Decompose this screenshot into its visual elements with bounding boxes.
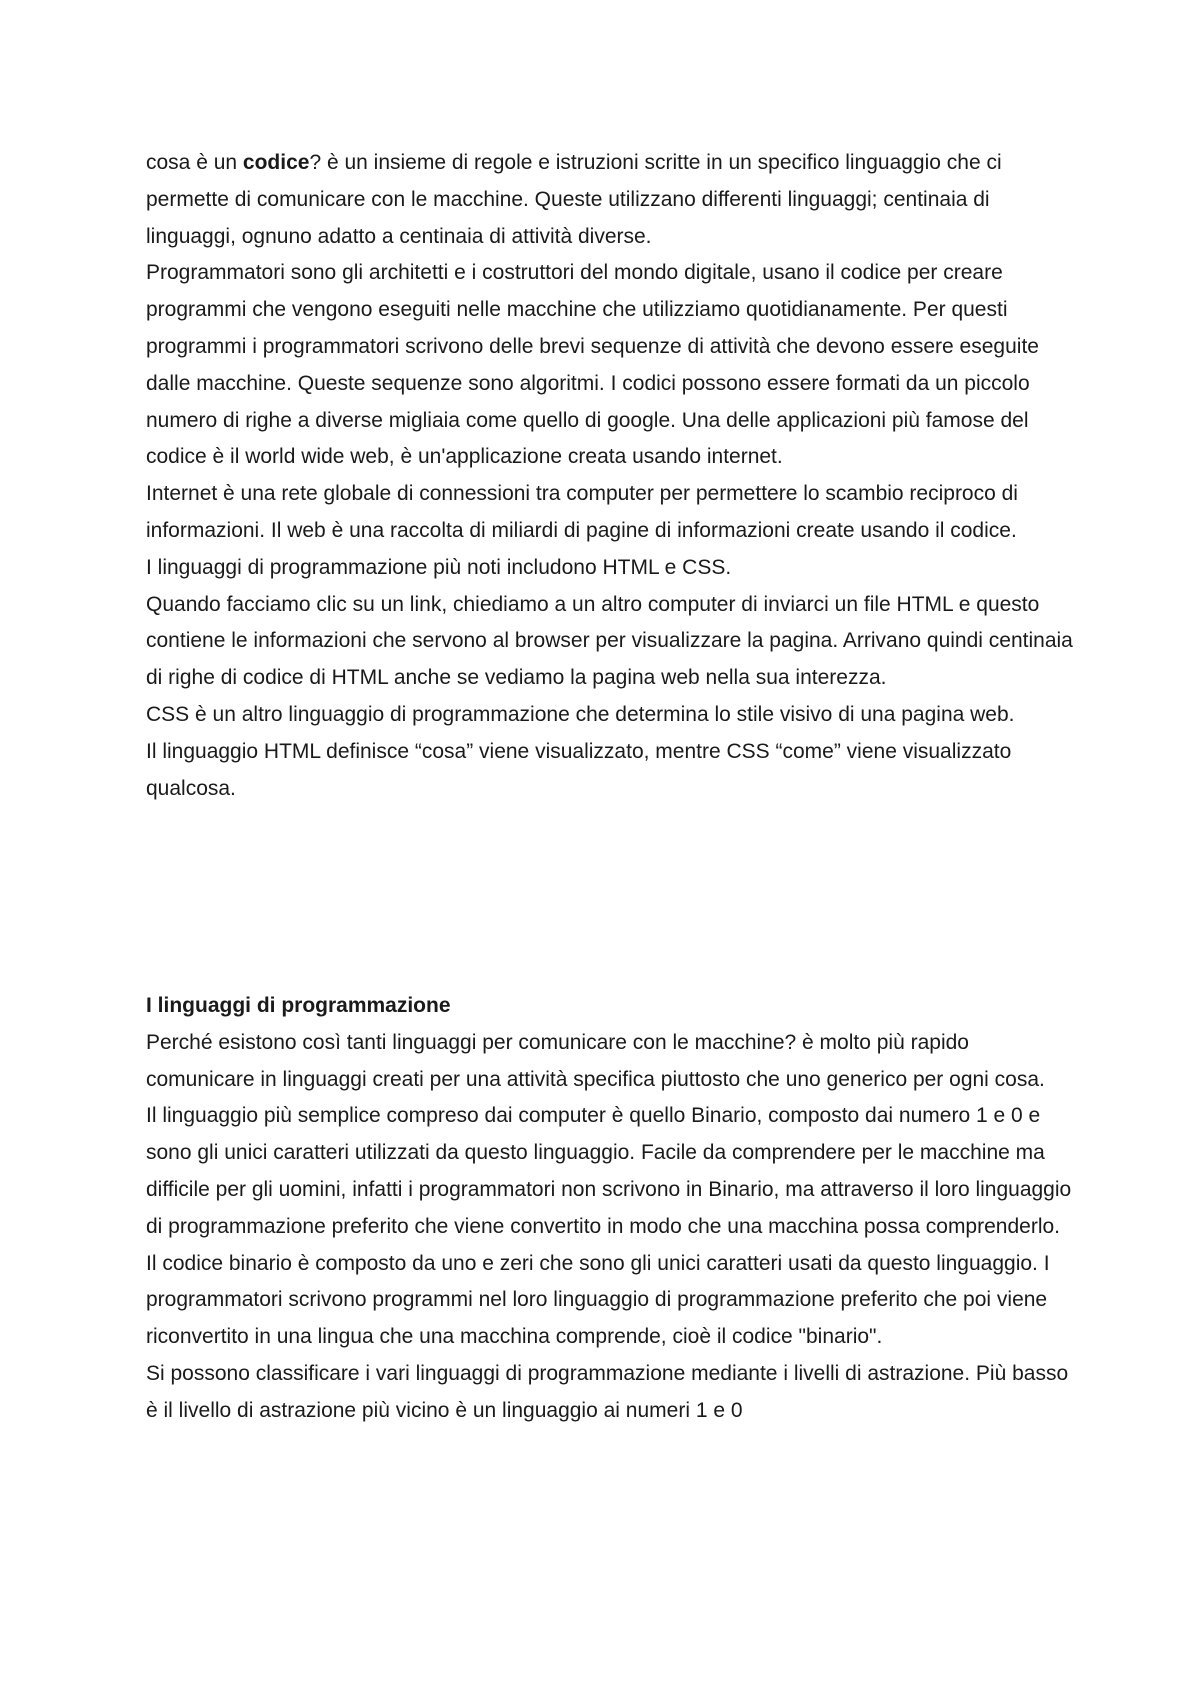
paragraph-html-css: I linguaggi di programmazione più noti includono HTML e CSS. <box>146 555 732 579</box>
section-linguaggi <box>146 988 1076 1430</box>
paragraph-css: CSS è un altro linguaggio di programmazione che determina lo stile visivo di una pagina web. <box>146 702 1015 726</box>
section-intro <box>146 145 1076 807</box>
paragraph-text: cosa è un <box>146 151 243 174</box>
paragraph-perche-linguaggi: Perché esistono così tanti linguaggi per comunicare con le macchine? è molto più rapido comunicare in linguaggi creati per una attività specifica piuttosto che uno generico per ogni cosa. <box>146 1030 1045 1091</box>
paragraph-internet: Internet è una rete globale di connessioni tra computer per permettere lo scambio reciproco di informazioni. Il web è una raccolta di miliardi di pagine di informazioni create usando il codice. <box>146 482 1018 542</box>
paragraph-link-click: Quando facciamo clic su un link, chiediamo a un altro computer di inviarci un file HTML e questo contiene le informazioni che servono al browser per visualizzare la pagina. Arrivano quindi centinaia di righe di codice di HTML anche se vediamo la pagina web nella sua interezza. <box>146 592 1073 690</box>
paragraph-binario: Il linguaggio più semplice compreso dai computer è quello Binario, composto dai numero 1 e 0 e sono gli unici caratteri utilizzati da questo linguaggio. Facile da comprendere per le macchine ma difficile per gli uomini, infatti i programmatori non scrivono in Binario, ma attraverso il loro linguaggio di programmazione preferito che viene convertito in modo che una macchina possa comprenderlo. Il codice binario è composto da uno e zeri che sono gli unici caratteri usati da questo linguaggio. I programmatori scrivono programmi nel loro linguaggio di programmazione preferito che poi viene riconvertito in una lingua che una macchina comprende, cioè il codice "binario". <box>146 1104 1072 1349</box>
section-heading: I linguaggi di programmazione <box>146 994 451 1017</box>
bold-term-codice: codice <box>242 151 310 174</box>
paragraph-programmatori: Programmatori sono gli architetti e i costruttori del mondo digitale, usano il codice per creare programmi che vengono eseguiti nelle macchine che utilizziamo quotidianamente. Per questi programmi i programmatori scrivono delle brevi sequenze di attività che devono essere eseguite dalle macchine. Queste sequenze sono algoritmi. I codici possono essere formati da un piccolo numero di righe a diverse migliaia come quello di google. Una delle applicazioni più famose del codice è il world wide web, è un'applicazione creata usando internet. <box>146 261 1039 469</box>
paragraph-astrazione: Si possono classificare i vari linguaggi di programmazione mediante i livelli di astrazione. Più basso è il livello di astrazione più vicino è un linguaggio ai numeri 1 e 0 <box>146 1361 1069 1422</box>
paragraph-html-vs-css: Il linguaggio HTML definisce “cosa” viene visualizzato, mentre CSS “come” viene visualizzato qualcosa. <box>146 739 1012 800</box>
paragraph-text: ? è un insieme di regole e istruzioni scritte in un specifico linguaggio che ci permette di comunicare con le macchine. Queste utilizzano differenti linguaggi; centinaia di linguaggi, ognuno adatto a centinaia di attività diverse. <box>146 151 1002 248</box>
paragraph-codice-definition <box>146 145 1076 255</box>
